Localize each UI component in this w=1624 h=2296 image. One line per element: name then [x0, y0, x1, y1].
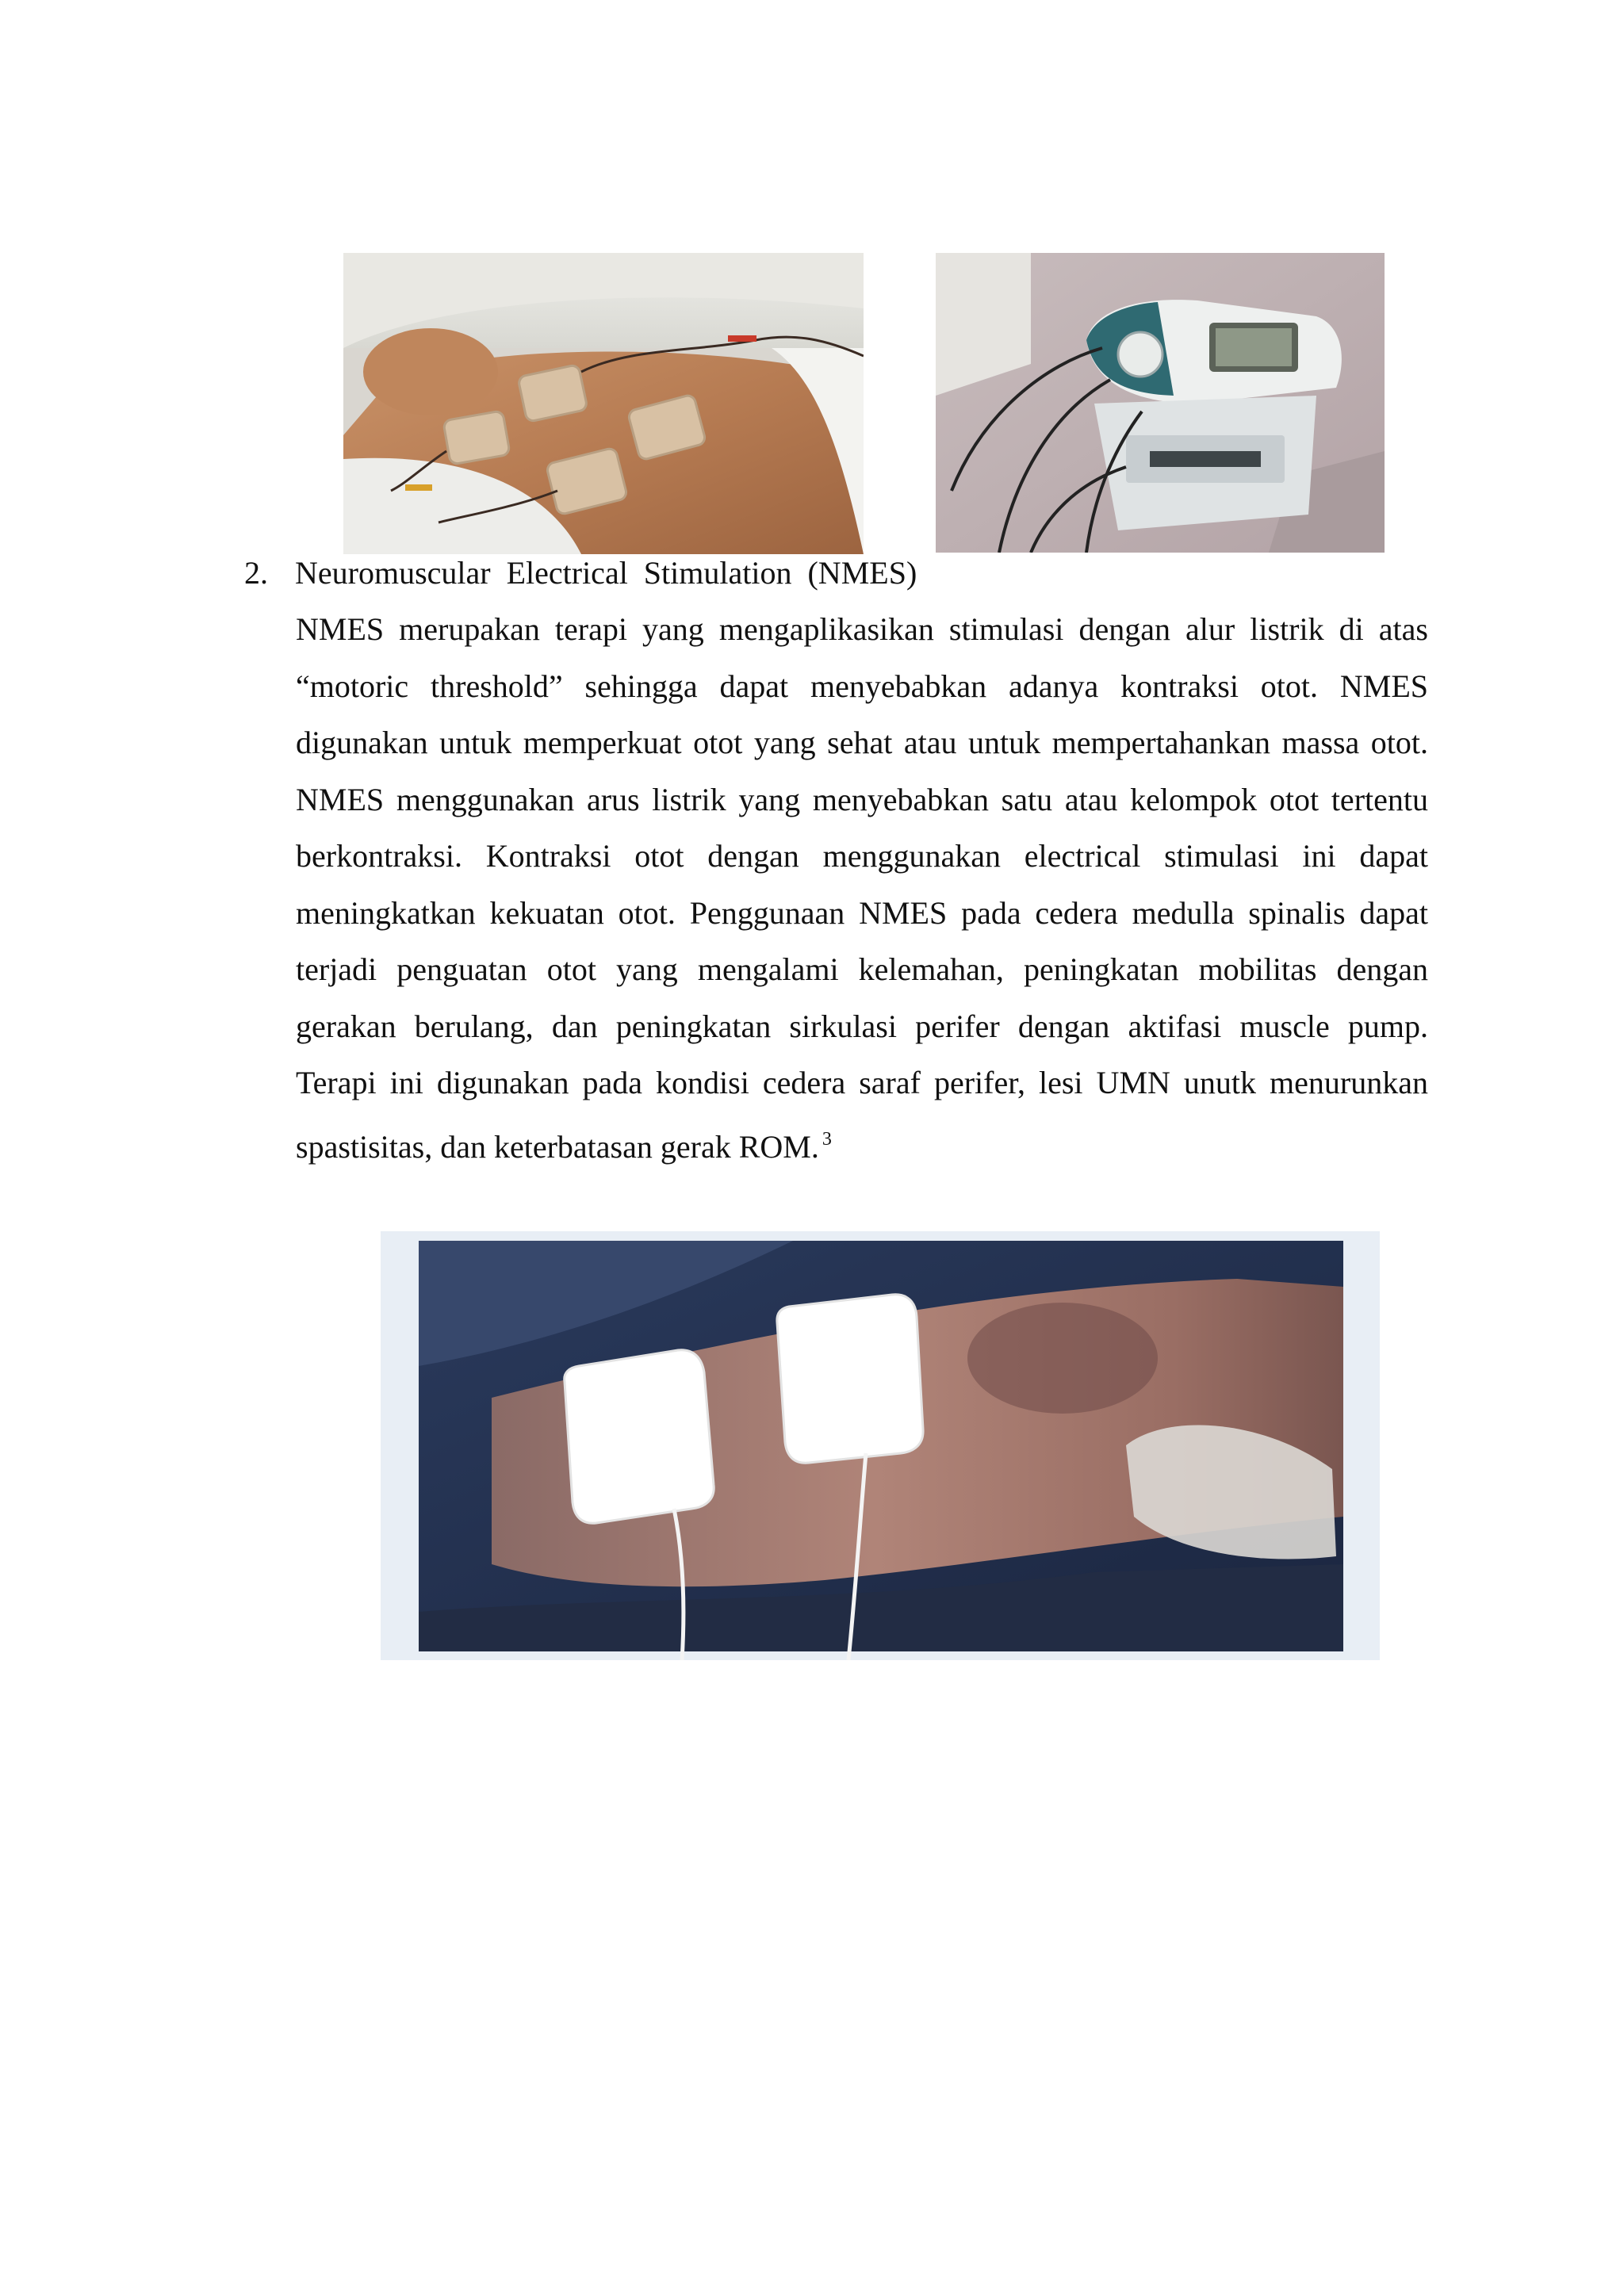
paragraph-line: NMES menggunakan arus listrik yang menyebabkan satu atau kelompok otot tertentu [296, 781, 1428, 817]
paragraph-line: digunakan untuk memperkuat otot yang sehat atau untuk mempertahankan massa otot. [296, 725, 1428, 760]
paragraph-line: NMES merupakan terapi yang mengaplikasikan stimulasi dengan alur listrik di atas [296, 611, 1428, 647]
section-heading [244, 551, 1434, 595]
photo-electrical-stimulator-device [936, 253, 1385, 553]
footnote-ref: 3 [822, 1128, 832, 1150]
section-number: 2. [244, 555, 268, 591]
paragraph-line: spastisitas, dan keterbatasan gerak ROM. [296, 1128, 819, 1165]
paragraph-line: terjadi penguatan otot yang mengalami kelemahan, peningkatan mobilitas dengan [296, 951, 1428, 987]
paragraph-line: Terapi ini digunakan pada kondisi cedera saraf perifer, lesi UMN unutk menurunkan [296, 1065, 1428, 1100]
body-paragraph [296, 601, 1428, 1168]
section-title: Neuromuscular Electrical Stimulation (NMES) [295, 555, 917, 591]
paragraph-line: meningkatkan kekuatan otot. Penggunaan NMES pada cedera medulla spinalis dapat [296, 894, 1428, 931]
paragraph-last-line [296, 1112, 1428, 1169]
paragraph-line: “motoric threshold” sehingga dapat menyebabkan adanya kontraksi otot. NMES [296, 668, 1428, 704]
paragraph-line: berkontraksi. Kontraksi otot dengan menggunakan electrical stimulasi ini dapat [296, 838, 1428, 874]
paragraph-line: gerakan berulang, dan peningkatan sirkulasi perifer dengan aktifasi muscle pump. [296, 1008, 1428, 1044]
photo-electrodes-on-back [343, 253, 864, 554]
photo-electrodes-on-leg [381, 1231, 1380, 1660]
